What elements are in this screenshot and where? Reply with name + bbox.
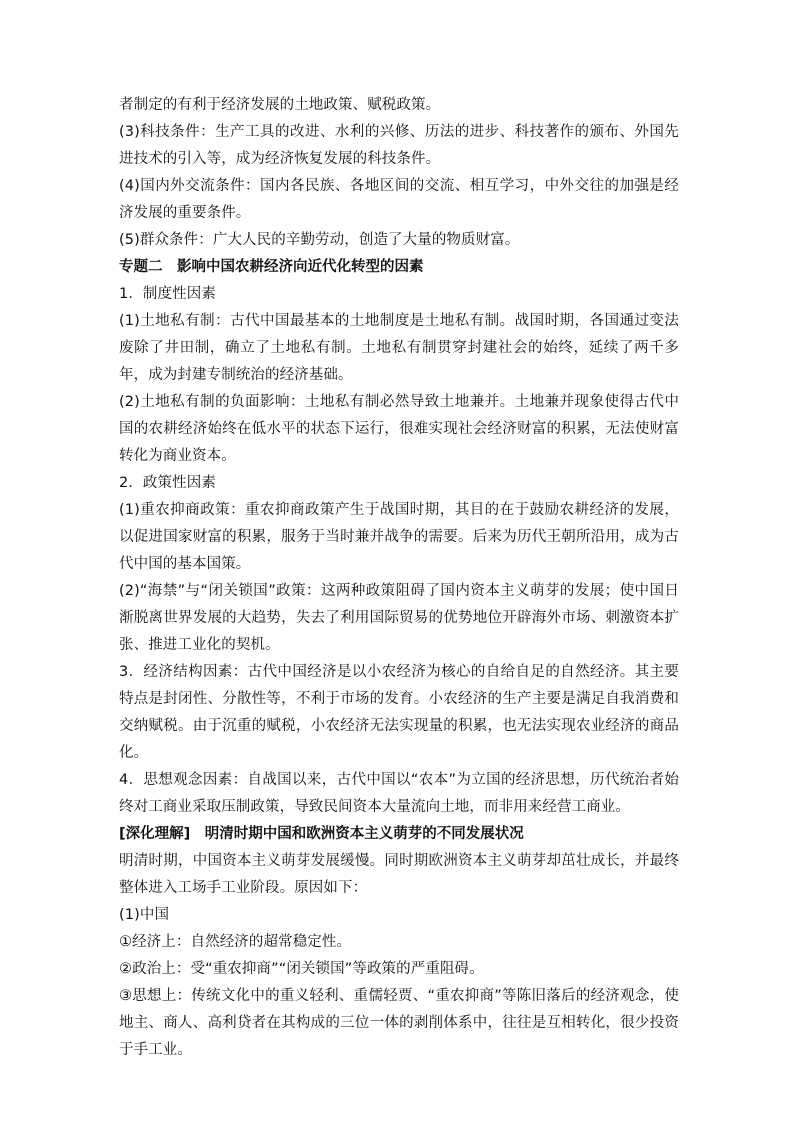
section-2-title: 2．政策性因素 [119, 475, 216, 491]
document-body [119, 92, 679, 1064]
section-2-paragraph-2: (2)“海禁”与“闭关锁国”政策：这两种政策阻碍了国内资本主义萌芽的发展；使中国日渐脱离世界发展的大趋势，失去了利用国际贸易的优势地位开辟海外市场、刺激资本扩张、推进工业化的契机。 [119, 583, 679, 653]
paragraph-continuation: 者制定的有利于经济发展的土地政策、赋税政策。 [119, 97, 441, 113]
section-2-paragraph-1: (1)重农抑商政策：重农抑商政策产生于战国时期，其目的在于鼓励农耕经济的发展，以促进国家财富的积累，服务于当时兼并战争的需要。后来为历代王朝所沿用，成为古代中国的基本国策。 [119, 502, 679, 572]
section-1-paragraph-1: (1)土地私有制：古代中国最基本的土地制度是土地私有制。战国时期，各国通过变法废除了井田制，确立了土地私有制。土地私有制贯穿封建社会的始终，延续了两千多年，成为封建专制统治的经济基础。 [119, 313, 679, 383]
deep-understanding-heading [119, 821, 679, 848]
section-4-paragraph: 4．思想观念因素：自战国以来，古代中国以“农本”为立国的经济思想，历代统治者始终对工商业采取压制政策，导致民间资本大量流向土地，而非用来经营工商业。 [119, 772, 679, 815]
paragraph-people-conditions: (5)群众条件：广大人民的辛勤劳动，创造了大量的物质财富。 [119, 232, 520, 248]
topic-two-heading: 专题二 影响中国农耕经济向近代化转型的因素 [119, 259, 424, 275]
china-subheading: (1)中国 [119, 907, 170, 923]
china-reason-thought: ③思想上：传统文化中的重义轻利、重儒轻贾、“重农抑商”等陈旧落后的经济观念，使地主、商人、高利贷者在其构成的三位一体的剥削体系中，往往是互相转化，很少投资于手工业。 [119, 988, 679, 1058]
deep-understanding-paragraph: 明清时期，中国资本主义萌芽发展缓慢。同时期欧洲资本主义萌芽却茁壮成长，并最终整体进入工场手工业阶段。原因如下： [119, 853, 679, 896]
paragraph-exchange-conditions: (4)国内外交流条件：国内各民族、各地区间的交流、相互学习，中外交往的加强是经济发展的重要条件。 [119, 178, 679, 221]
china-reason-economy: ①经济上：自然经济的超常稳定性。 [119, 934, 352, 950]
section-1-paragraph-2: (2)土地私有制的负面影响：土地私有制必然导致土地兼并。土地兼并现象使得古代中国的农耕经济始终在低水平的状态下运行，很难实现社会经济财富的积累，无法使财富转化为商业资本。 [119, 394, 679, 464]
paragraph-tech-conditions: (3)科技条件：生产工具的改进、水利的兴修、历法的进步、科技著作的颁布、外国先进技术的引入等，成为经济恢复发展的科技条件。 [119, 124, 679, 167]
deep-understanding-title: 明清时期中国和欧洲资本主义萌芽的不同发展状况 [190, 826, 524, 842]
china-reason-politics: ②政治上：受“重农抑商”“闭关锁国”等政策的严重阻碍。 [119, 961, 484, 977]
section-3-paragraph: 3．经济结构因素：古代中国经济是以小农经济为核心的自给自足的自然经济。其主要特点是封闭性、分散性等，不利于市场的发育。小农经济的生产主要是满足自我消费和交纳赋税。由于沉重的赋税，小农经济无法实现量的积累，也无法实现农业经济的商品化。 [119, 664, 679, 761]
deep-understanding-label: [深化理解] [119, 826, 191, 842]
section-1-title: 1．制度性因素 [119, 286, 216, 302]
